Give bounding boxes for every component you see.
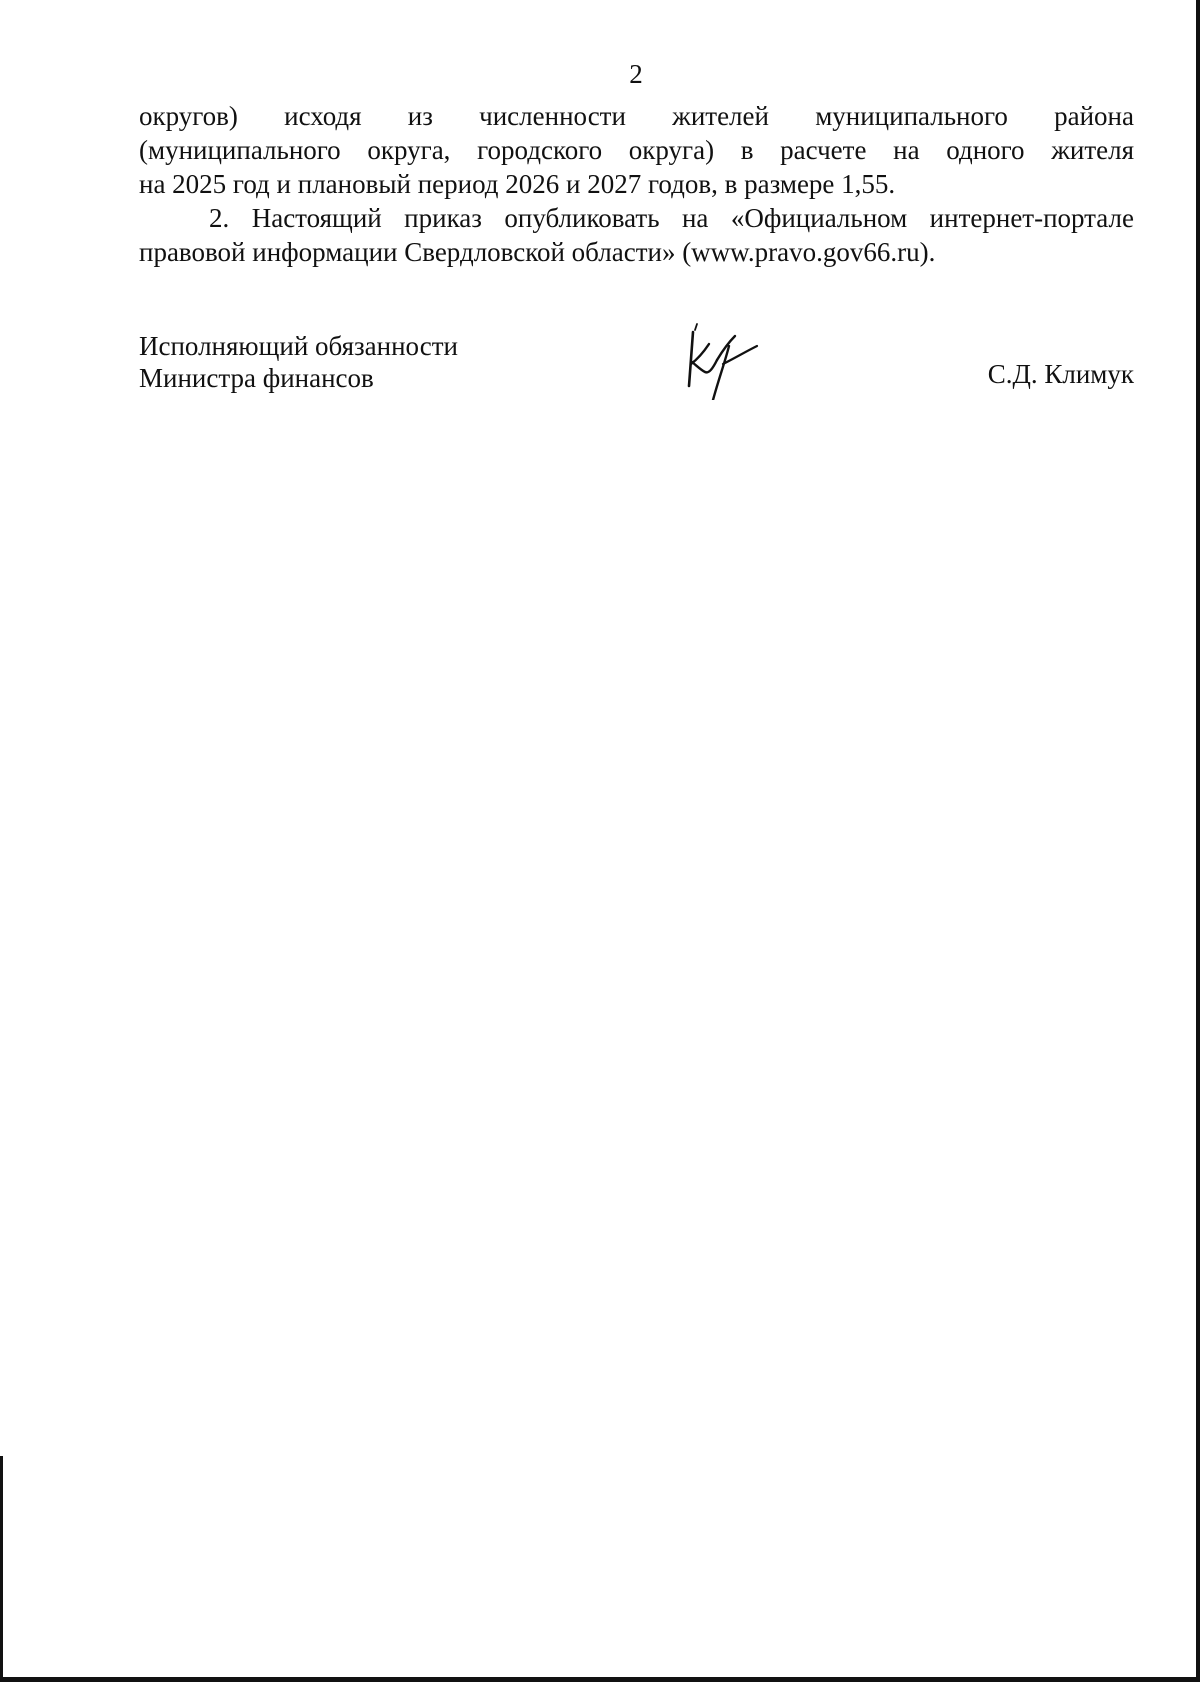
text-line: 2. Настоящий приказ опубликовать на «Официальном интернет-портале — [209, 203, 1134, 233]
page-number: 2 — [629, 59, 643, 89]
signer-position-line: Исполняющий обязанности — [139, 331, 458, 361]
scan-border-left — [0, 1456, 3, 1682]
handwritten-signature — [679, 320, 789, 400]
scan-border-right — [1196, 0, 1200, 1682]
document-body — [139, 99, 1134, 269]
signer-position — [139, 330, 458, 394]
paragraph-continuation — [139, 99, 1134, 201]
signer-position-line: Министра финансов — [139, 363, 374, 393]
scan-border-bottom — [0, 1677, 1200, 1682]
signature-block — [139, 330, 1134, 410]
text-line: на 2025 год и плановый период 2026 и 2027 годов, в размере 1,55. — [139, 169, 896, 199]
paragraph-item-2 — [139, 201, 1134, 269]
text-line: округов) исходя из численности жителей муниципального района — [139, 101, 1134, 131]
signer-name: С.Д. Климук — [987, 359, 1134, 389]
text-line: (муниципального округа, городского округа) в расчете на одного жителя — [139, 135, 1134, 165]
text-line: правовой информации Свердловской области» (www.pravo.gov66.ru). — [139, 237, 936, 267]
